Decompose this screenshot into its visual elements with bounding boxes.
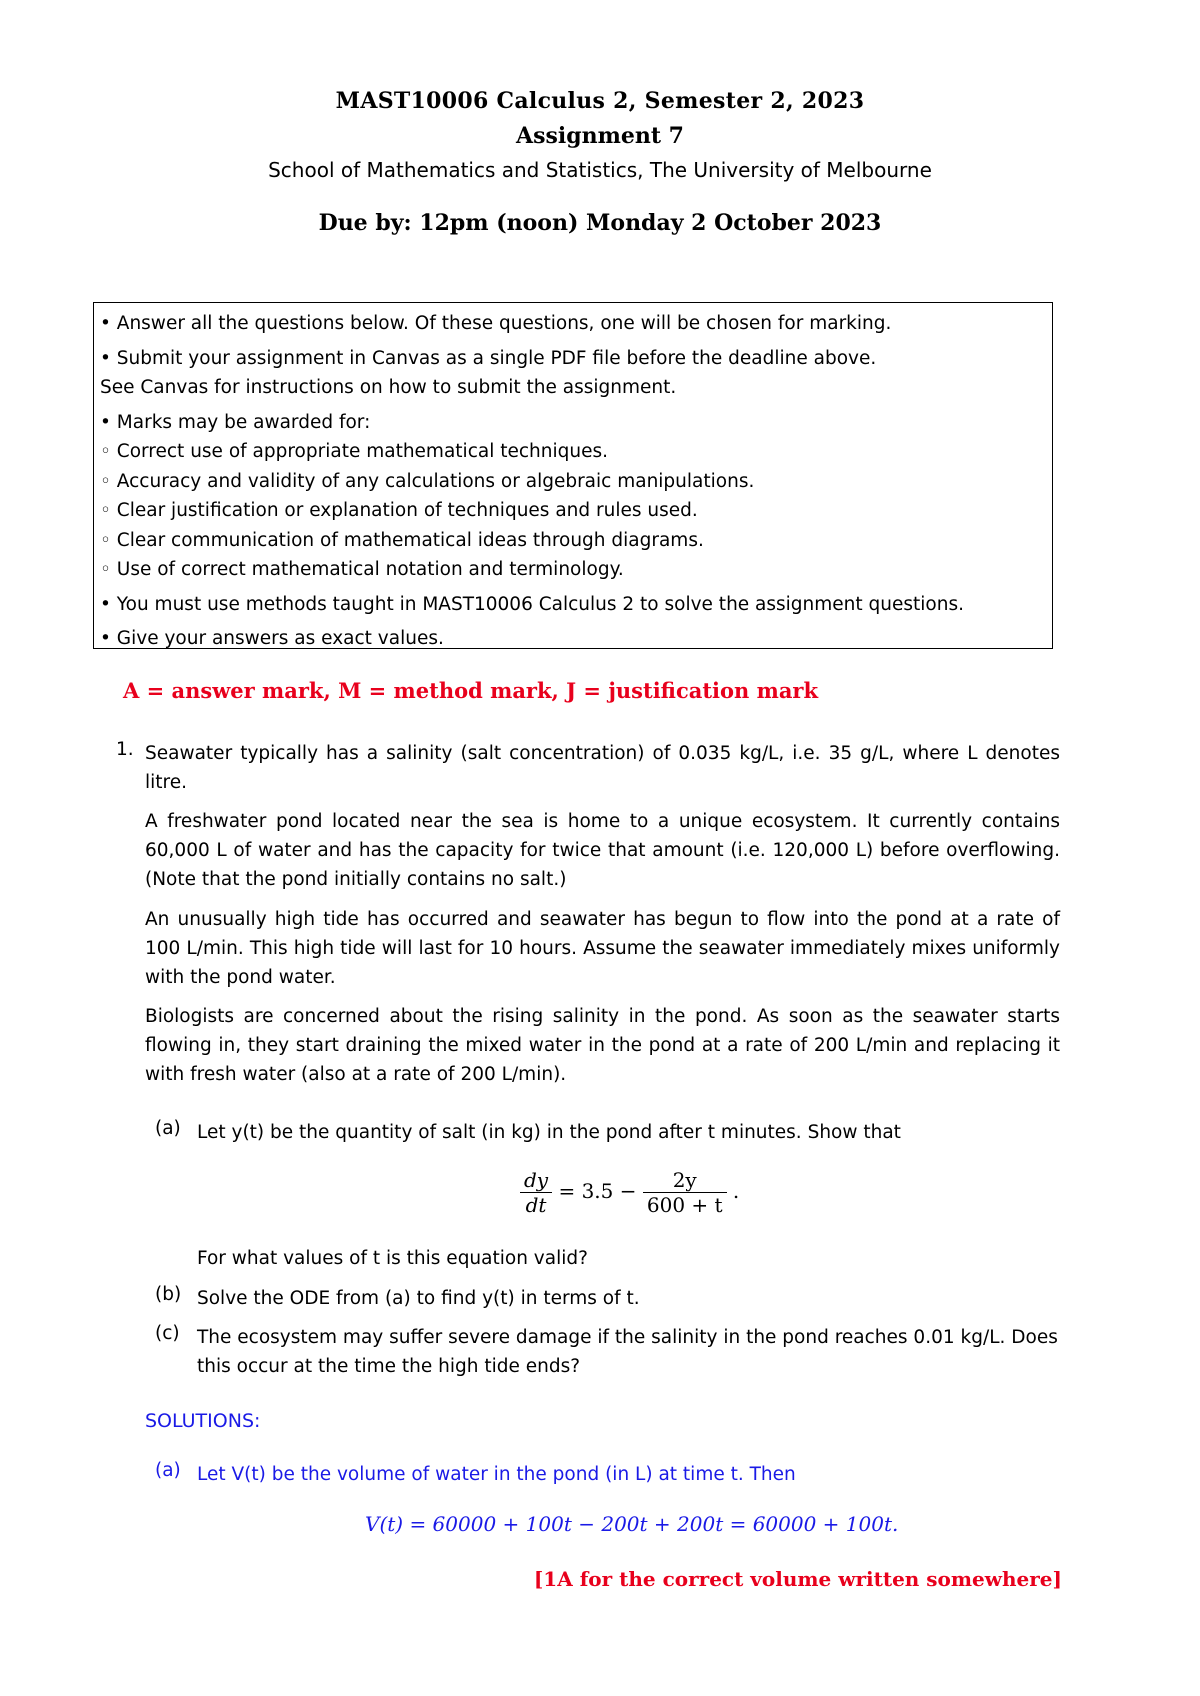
question-paragraph: Biologists are concerned about the rising salinity in the pond. As soon as the seawater starts flowing in, they start draining the mixed water in the pond at a rate of 200 L/min and replacing it with fresh water (also at a rate of 200 L/min). — [145, 1006, 1060, 1085]
instruction-line: • Marks may be awarded for: — [100, 411, 371, 433]
assignment-title: Assignment 7 — [516, 123, 684, 149]
part-b-text: Solve the ODE from (a) to find y(t) in terms of t. — [197, 1288, 640, 1309]
part-a-text: Let y(t) be the quantity of salt (in kg) in the pond after t minutes. Show that — [197, 1122, 901, 1143]
question-paragraph: Seawater typically has a salinity (salt concentration) of 0.035 kg/L, i.e. 35 g/L, where L denotes litre. — [145, 743, 1060, 793]
part-a-label: (a) — [155, 1118, 181, 1139]
course-title: MAST10006 Calculus 2, Semester 2, 2023 — [335, 88, 865, 114]
instruction-line: • You must use methods taught in MAST10006 Calculus 2 to solve the assignment questions. — [100, 593, 964, 615]
volume-equation: V(t) = 60000 + 100t − 200t + 200t = 60000 + 100t. — [365, 1512, 899, 1536]
marking-note: [1A for the correct volume written somewhere] — [533, 1567, 1062, 1591]
instruction-line: • Give your answers as exact values. — [100, 628, 444, 649]
due-date: Due by: 12pm (noon) Monday 2 October 2023 — [318, 210, 882, 236]
instruction-line: • Submit your assignment in Canvas as a single PDF file before the deadline above. — [100, 347, 877, 369]
solution-a-text: Let V(t) be the volume of water in the pond (in L) at time t. Then — [197, 1464, 796, 1485]
mark-legend: A = answer mark, M = method mark, J = justification mark — [123, 678, 819, 703]
instruction-line: See Canvas for instructions on how to submit the assignment. — [100, 377, 677, 398]
fraction-dydt — [520, 1168, 552, 1217]
part-c-label: (c) — [155, 1323, 180, 1344]
fraction-numerator: dy — [520, 1168, 552, 1193]
ode-equation — [520, 1168, 739, 1217]
solutions-heading: SOLUTIONS: — [145, 1410, 261, 1432]
instruction-line: ◦ Clear communication of mathematical ideas through diagrams. — [100, 529, 704, 551]
instruction-line: ◦ Clear justification or explanation of techniques and rules used. — [100, 500, 698, 521]
part-a-followup: For what values of t is this equation valid? — [197, 1248, 588, 1269]
solution-a-label: (a) — [155, 1460, 181, 1481]
instruction-line: ◦ Correct use of appropriate mathematical techniques. — [100, 441, 608, 462]
equation-end: . — [732, 1179, 740, 1203]
fraction-numerator: 2y — [643, 1168, 727, 1193]
question-paragraph: A freshwater pond located near the sea is home to a unique ecosystem. It currently contains 60,000 L of water and has the capacity for twice that amount (i.e. 120,000 L) before overflowing. (Note that the pond initially contains no salt.) — [145, 811, 1060, 890]
instructions-box — [93, 302, 1053, 649]
fraction-denominator: dt — [525, 1193, 547, 1217]
fraction-denominator: 600 + t — [646, 1193, 723, 1217]
part-c-text: The ecosystem may suffer severe damage if the salinity in the pond reaches 0.01 kg/L. Does this occur at the time the high tide ends? — [197, 1327, 1058, 1377]
equation-middle: = 3.5 − — [558, 1179, 637, 1203]
part-b-label: (b) — [155, 1284, 182, 1305]
question-number: 1. — [116, 739, 134, 760]
fraction-rhs — [643, 1168, 727, 1217]
instruction-line: • Answer all the questions below. Of these questions, one will be chosen for marking. — [100, 313, 892, 334]
instruction-line: ◦ Use of correct mathematical notation and terminology. — [100, 559, 624, 580]
school-name: School of Mathematics and Statistics, The University of Melbourne — [268, 158, 932, 182]
question-paragraph: An unusually high tide has occurred and seawater has begun to flow into the pond at a rate of 100 L/min. This high tide will last for 10 hours. Assume the seawater immediately mixes uniformly with the pond water. — [145, 909, 1060, 988]
instruction-line: ◦ Accuracy and validity of any calculations or algebraic manipulations. — [100, 470, 755, 492]
